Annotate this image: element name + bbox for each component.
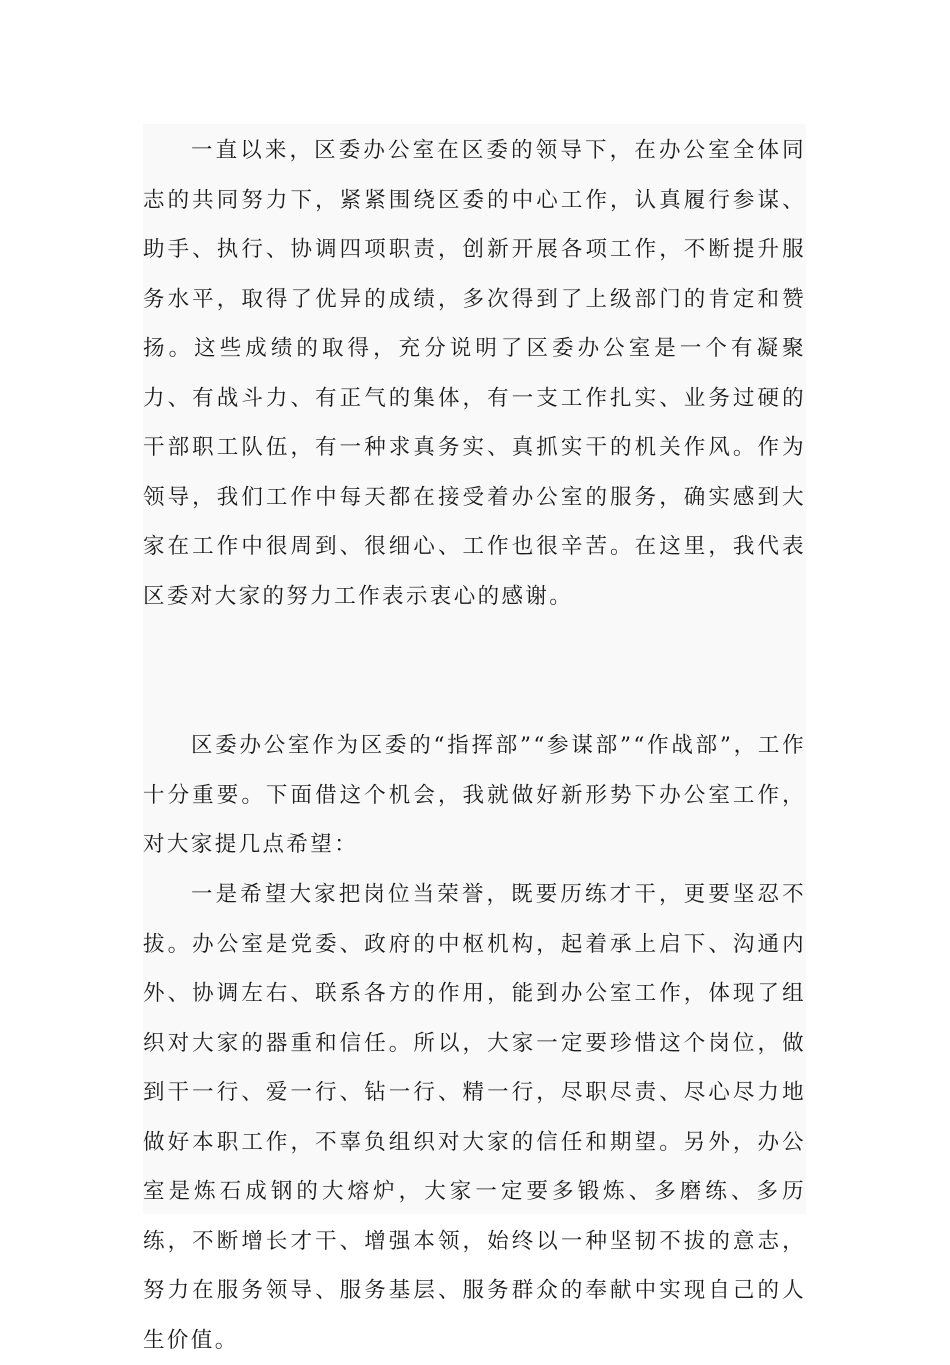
paragraph-hopes-intro: 区委办公室作为区委的“指挥部”“参谋部”“作战部”，工作十分重要。下面借这个机会，我就做好新形势下办公室工作，对大家提几点希望：: [143, 733, 806, 857]
paragraph-gratitude: 一直以来，区委办公室在区委的领导下，在办公室全体同志的共同努力下，紧紧围绕区委的中心工作，认真履行参谋、助手、执行、协调四项职责，创新开展各项工作，不断提升服务水平，取得了优异的成绩，多次得到了上级部门的肯定和赞扬。这些成绩的取得，充分说明了区委办公室是一个有凝聚力、有战斗力、有正气的集体，有一支工作扎实、业务过硬的干部职工队伍，有一种求真务实、真抓实干的机关作风。作为领导，我们工作中每天都在接受着办公室的服务，确实感到大家在工作中很周到、很细心、工作也很辛苦。在这里，我代表区委对大家的努力工作表示衷心的感谢。: [143, 138, 806, 609]
document-body: [143, 124, 806, 1353]
paragraph-hope-one: 一是希望大家把岗位当荣誉，既要历练才干，更要坚忍不拔。办公室是党委、政府的中枢机构，起着承上启下、沟通内外、协调左右、联系各方的作用，能到办公室工作，体现了组织对大家的器重和信任。所以，大家一定要珍惜这个岗位，做到干一行、爱一行、钻一行、精一行，尽职尽责、尽心尽力地做好本职工作，不辜负组织对大家的信任和期望。另外，办公室是炼石成钢的大熔炉，大家一定要多锻炼、多磨练、多历练，不断增长才干、增强本领，始终以一种坚韧不拔的意志，努力在服务领导、服务基层、服务群众的奉献中实现自己的人生价值。: [143, 882, 806, 1353]
